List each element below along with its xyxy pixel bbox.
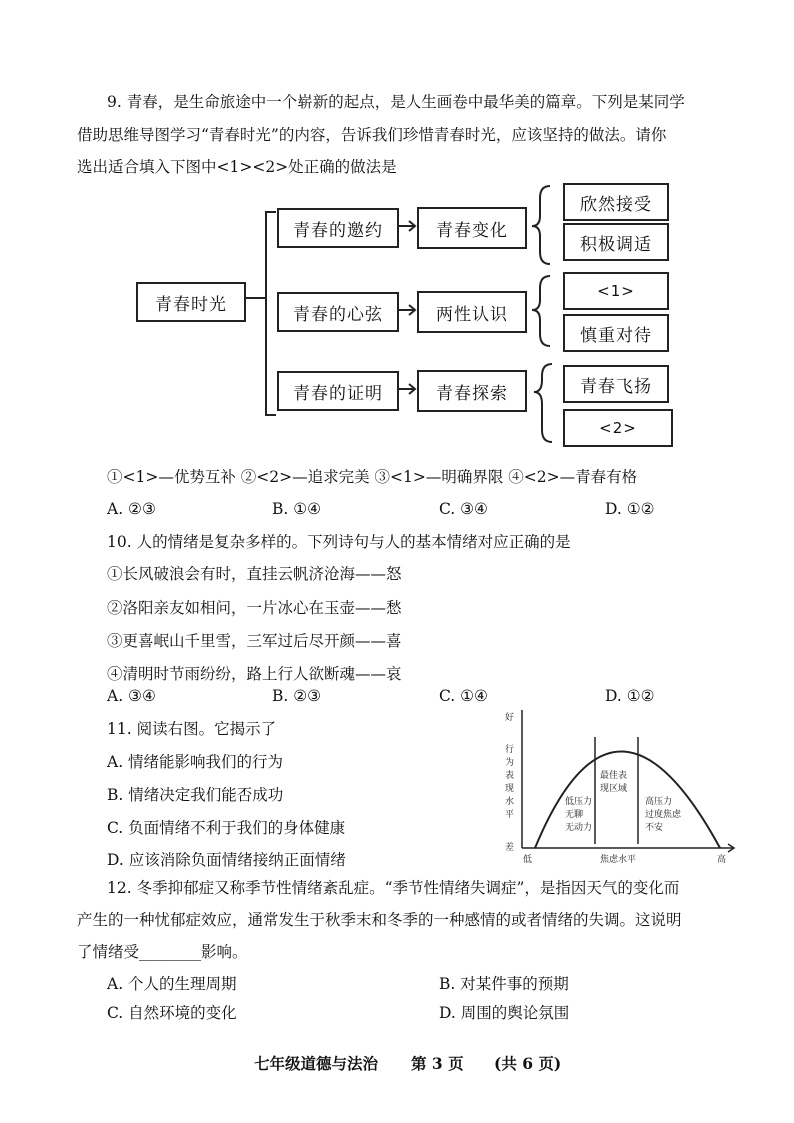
q9-stem-line2: 借助思维导图学习“青春时光”的内容，告诉我们珍惜青春时光，应该坚持的做法。请你 <box>77 126 667 144</box>
map-leaf-box-4: 慎重对待 <box>563 314 669 352</box>
q10-item-2: ②洛阳亲友如相问，一片冰心在玉壶——愁 <box>107 599 402 617</box>
graph-region-right-2: 过度焦虑 <box>645 810 682 820</box>
q11-option-c: C. 负面情绪不利于我们的身体健康 <box>107 819 346 837</box>
graph-region-mid-2: 现区域 <box>600 784 628 794</box>
map-leaf-box-5: 青春飞扬 <box>563 365 669 403</box>
q9-option-d: D. ①② <box>605 500 655 518</box>
footer-page: 第 3 页 <box>411 1054 464 1073</box>
graph-y-label-char: 现 <box>505 784 515 794</box>
q11-option-b: B. 情绪决定我们能否成功 <box>107 786 284 804</box>
graph-region-left-1: 低压力 <box>565 797 593 807</box>
q9-option-b: B. ①④ <box>272 500 322 518</box>
map-topic-box-1: 青春变化 <box>417 207 527 249</box>
map-leaf-box-blank-2: <2> <box>563 409 673 447</box>
q10-item-3: ③更喜岷山千里雪，三军过后尽开颜——喜 <box>107 632 402 650</box>
graph-y-label-char: 平 <box>505 810 515 820</box>
q11-option-d: D. 应该消除负面情绪接纳正面情绪 <box>107 851 346 869</box>
map-mid-box-1: 青春的邀约 <box>277 208 399 248</box>
map-mid-box-2: 青春的心弦 <box>277 292 399 332</box>
q12-option-d: D. 周围的舆论氛围 <box>439 1004 570 1022</box>
graph-curve <box>535 752 720 849</box>
graph-y-label-char: 行 <box>505 745 515 755</box>
map-topic-box-2: 两性认识 <box>417 291 527 333</box>
q10-option-c: C. ①④ <box>439 687 488 705</box>
graph-x-label: 焦虑水平 <box>600 855 637 865</box>
q9-option-c: C. ③④ <box>439 500 488 518</box>
q9-stem-line3: 选出适合填入下图中<1><2>处正确的做法是 <box>77 158 397 176</box>
q12-stem-line1: 12. 冬季抑郁症又称季节性情绪紊乱症。“季节性情绪失调症”，是指因天气的变化而 <box>107 879 680 897</box>
graph-x-right: 高 <box>717 855 727 865</box>
graph-region-left-2: 无聊 <box>565 810 584 820</box>
graph-y-bottom: 差 <box>505 843 515 853</box>
graph-region-mid-1: 最佳表 <box>600 771 628 781</box>
graph-y-label-char: 为 <box>505 758 515 768</box>
q10-option-b: B. ②③ <box>272 687 322 705</box>
map-mid-box-3: 青春的证明 <box>277 371 399 411</box>
q9-statements: ①<1>—优势互补 ②<2>—追求完美 ③<1>—明确界限 ④<2>—青春有格 <box>107 468 638 486</box>
q12-stem-line2: 产生的一种忧郁症效应，通常发生于秋季末和冬季的一种感情的或者情绪的失调。这说明 <box>77 911 682 929</box>
map-topic-box-3: 青春探索 <box>417 370 527 412</box>
q10-item-4: ④清明时节雨纷纷，路上行人欲断魂——哀 <box>107 665 402 683</box>
q12-stem-line3: 了情绪受________影响。 <box>77 943 248 961</box>
footer-total: (共 6 页) <box>494 1054 562 1073</box>
q9-option-a: A. ②③ <box>107 500 156 518</box>
q10-option-a: A. ③④ <box>107 687 156 705</box>
footer-subject: 七年级道德与法治 <box>254 1054 379 1073</box>
q10-stem: 10. 人的情绪是复杂多样的。下列诗句与人的基本情绪对应正确的是 <box>107 533 571 551</box>
q9-stem-line1: 9. 青春，是生命旅途中一个崭新的起点，是人生画卷中最华美的篇章。下列是某同学 <box>107 93 685 111</box>
q12-option-a: A. 个人的生理周期 <box>107 975 237 993</box>
map-leaf-box-1: 欣然接受 <box>563 183 669 221</box>
q11-stem: 11. 阅读右图。它揭示了 <box>107 720 277 738</box>
graph-y-label <box>505 743 514 820</box>
map-leaf-box-blank-1: <1> <box>563 272 669 310</box>
graph-y-label-char: 表 <box>505 771 515 781</box>
map-root-box: 青春时光 <box>136 282 246 322</box>
q11-option-a: A. 情绪能影响我们的行为 <box>107 753 284 771</box>
q10-item-1: ①长风破浪会有时，直挂云帆济沧海——怒 <box>107 565 402 583</box>
map-leaf-box-2: 积极调适 <box>563 223 669 261</box>
graph-y-label-char: 水 <box>505 797 515 807</box>
q12-option-b: B. 对某件事的预期 <box>439 975 569 993</box>
graph-y-top: 好 <box>505 713 515 723</box>
graph-x-left: 低 <box>523 855 533 865</box>
q10-option-d: D. ①② <box>605 687 655 705</box>
anxiety-performance-graph <box>495 700 745 870</box>
graph-region-right-1: 高压力 <box>645 797 673 807</box>
graph-region-left-3: 无动力 <box>565 823 593 833</box>
graph-region-right-3: 不安 <box>645 823 664 833</box>
q12-option-c: C. 自然环境的变化 <box>107 1004 237 1022</box>
